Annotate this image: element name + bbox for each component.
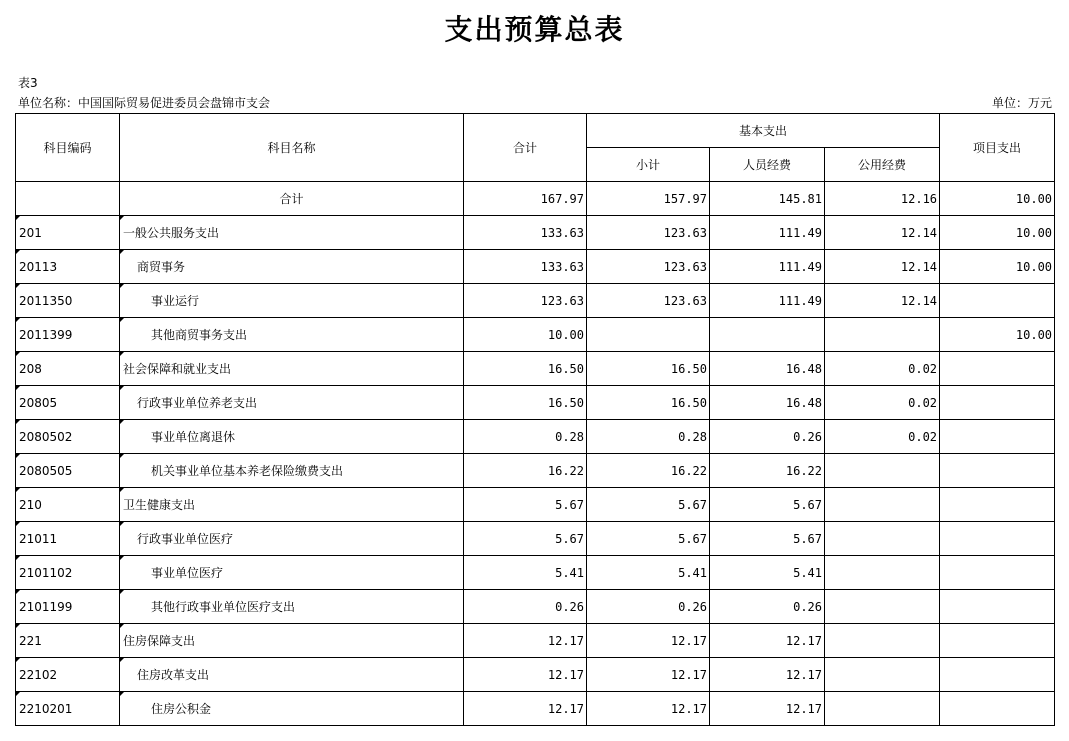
cell-total-text: 16.50 — [547, 361, 584, 376]
header-name: 科目名称 — [120, 114, 464, 182]
cell-corner-marker — [16, 556, 20, 560]
cell-public — [825, 352, 940, 386]
cell-name-text: 卫生健康支出 — [123, 498, 196, 512]
cell-code — [16, 216, 120, 250]
table-row — [16, 454, 1055, 488]
cell-code — [16, 386, 120, 420]
header-code: 科目编码 — [16, 114, 120, 182]
cell-name-text: 住房公积金 — [151, 702, 212, 716]
cell-project — [940, 556, 1055, 590]
cell-subtotal-text: 16.50 — [670, 361, 707, 376]
cell-corner-marker — [120, 692, 124, 696]
cell-corner-marker — [120, 352, 124, 356]
cell-subtotal-text: 5.67 — [678, 497, 707, 512]
cell-project — [940, 386, 1055, 420]
cell-subtotal-text: 5.67 — [678, 531, 707, 546]
budget-table — [15, 113, 1055, 726]
cell-name-text: 事业单位离退休 — [151, 430, 236, 444]
cell-corner-marker — [16, 522, 20, 526]
cell-total-text: 16.22 — [547, 463, 584, 478]
cell-name — [120, 318, 464, 352]
cell-personnel — [710, 454, 825, 488]
cell-personnel — [710, 556, 825, 590]
cell-name-text: 住房保障支出 — [123, 634, 196, 648]
cell-name-text: 社会保障和就业支出 — [123, 362, 232, 376]
cell-personnel — [710, 692, 825, 726]
cell-corner-marker — [16, 488, 20, 492]
header-subtotal: 小计 — [587, 148, 710, 182]
cell-name — [120, 692, 464, 726]
cell-personnel-text: 12.17 — [785, 633, 822, 648]
cell-corner-marker — [120, 318, 124, 322]
cell-total-text: 10.00 — [547, 327, 584, 342]
cell-code — [16, 624, 120, 658]
cell-subtotal-text: 16.22 — [670, 463, 707, 478]
cell-code — [16, 250, 120, 284]
cell-project — [940, 284, 1055, 318]
cell-subtotal — [587, 658, 710, 692]
cell-total — [464, 284, 587, 318]
cell-code-text: 210 — [19, 497, 42, 512]
cell-total — [464, 522, 587, 556]
table-row — [16, 488, 1055, 522]
cell-code-text: 2210201 — [19, 701, 73, 716]
page-title: 支出预算总表 — [444, 13, 625, 46]
cell-code — [16, 420, 120, 454]
cell-personnel — [710, 182, 825, 216]
cell-total-text: 0.26 — [555, 599, 584, 614]
cell-personnel-text: 145.81 — [778, 191, 822, 206]
table-row — [16, 420, 1055, 454]
cell-code — [16, 522, 120, 556]
table-row — [16, 692, 1055, 726]
cell-code — [16, 454, 120, 488]
cell-code — [16, 318, 120, 352]
cell-subtotal — [587, 624, 710, 658]
cell-name — [120, 250, 464, 284]
cell-public — [825, 284, 940, 318]
cell-code — [16, 692, 120, 726]
cell-personnel — [710, 488, 825, 522]
table-number: 表3 — [18, 76, 38, 90]
cell-total — [464, 216, 587, 250]
cell-name — [120, 624, 464, 658]
table-row — [16, 318, 1055, 352]
cell-project — [940, 590, 1055, 624]
cell-subtotal-text: 157.97 — [663, 191, 707, 206]
cell-project — [940, 420, 1055, 454]
cell-code — [16, 284, 120, 318]
cell-corner-marker — [16, 386, 20, 390]
cell-name — [120, 182, 464, 216]
cell-corner-marker — [120, 420, 124, 424]
cell-project — [940, 352, 1055, 386]
cell-subtotal — [587, 454, 710, 488]
cell-subtotal — [587, 284, 710, 318]
cell-project — [940, 216, 1055, 250]
cell-name-text: 其他行政事业单位医疗支出 — [151, 600, 296, 614]
cell-public — [825, 522, 940, 556]
cell-corner-marker — [120, 386, 124, 390]
cell-total — [464, 692, 587, 726]
cell-public — [825, 658, 940, 692]
cell-personnel — [710, 352, 825, 386]
cell-public-text: 0.02 — [908, 429, 938, 444]
cell-name-text: 其他商贸事务支出 — [151, 328, 248, 342]
cell-subtotal — [587, 352, 710, 386]
cell-personnel — [710, 216, 825, 250]
cell-public-text: 12.16 — [900, 191, 938, 206]
cell-code-text: 20805 — [19, 395, 58, 410]
cell-code-text: 21011 — [19, 531, 58, 546]
cell-corner-marker — [120, 284, 124, 288]
cell-total-text: 5.41 — [555, 565, 584, 580]
cell-name — [120, 488, 464, 522]
table-row — [16, 590, 1055, 624]
cell-project — [940, 522, 1055, 556]
cell-personnel-text: 0.26 — [793, 599, 822, 614]
cell-corner-marker — [16, 420, 20, 424]
cell-total — [464, 624, 587, 658]
cell-personnel-text: 5.67 — [793, 497, 822, 512]
cell-public — [825, 556, 940, 590]
cell-subtotal-text: 0.28 — [678, 429, 707, 444]
cell-subtotal-text: 12.17 — [670, 701, 707, 716]
cell-name — [120, 556, 464, 590]
cell-public-text: 0.02 — [908, 361, 938, 376]
cell-name — [120, 216, 464, 250]
cell-public-text: 12.14 — [900, 293, 938, 308]
cell-subtotal — [587, 250, 710, 284]
cell-corner-marker — [16, 624, 20, 628]
cell-personnel-text: 16.48 — [785, 361, 822, 376]
table-row — [16, 386, 1055, 420]
cell-name — [120, 522, 464, 556]
cell-personnel-text: 5.67 — [793, 531, 822, 546]
cell-public — [825, 488, 940, 522]
cell-personnel — [710, 522, 825, 556]
cell-public — [825, 454, 940, 488]
cell-public-text: 0.02 — [908, 395, 938, 410]
cell-public — [825, 318, 940, 352]
cell-personnel — [710, 250, 825, 284]
table-row — [16, 182, 1055, 216]
cell-name-text: 住房改革支出 — [137, 668, 210, 682]
cell-name-text: 事业单位医疗 — [151, 566, 224, 580]
cell-public — [825, 692, 940, 726]
cell-corner-marker — [16, 318, 20, 322]
cell-total-text: 133.63 — [540, 259, 584, 274]
cell-personnel-text: 16.22 — [785, 463, 822, 478]
cell-total — [464, 182, 587, 216]
cell-project-text: 10.00 — [1015, 327, 1053, 342]
cell-name-text: 机关事业单位基本养老保险缴费支出 — [151, 464, 344, 478]
cell-subtotal — [587, 216, 710, 250]
cell-total-text: 133.63 — [540, 225, 584, 240]
cell-corner-marker — [120, 658, 124, 662]
cell-name — [120, 284, 464, 318]
cell-code — [16, 590, 120, 624]
cell-project-text: 10.00 — [1015, 191, 1053, 206]
cell-personnel-text: 0.26 — [793, 429, 822, 444]
cell-total-text: 12.17 — [547, 633, 584, 648]
table-row — [16, 216, 1055, 250]
cell-project-text: 10.00 — [1015, 225, 1053, 240]
cell-subtotal-text: 12.17 — [670, 633, 707, 648]
cell-personnel — [710, 284, 825, 318]
cell-personnel — [710, 318, 825, 352]
header-public: 公用经费 — [825, 148, 940, 182]
cell-name-text: 商贸事务 — [137, 260, 186, 274]
cell-corner-marker — [16, 454, 20, 458]
table-body — [16, 182, 1055, 726]
cell-total-text: 12.17 — [547, 667, 584, 682]
cell-code-text: 208 — [19, 361, 42, 376]
cell-total — [464, 488, 587, 522]
cell-subtotal — [587, 386, 710, 420]
cell-code — [16, 658, 120, 692]
cell-subtotal — [587, 488, 710, 522]
cell-total-text: 16.50 — [547, 395, 584, 410]
cell-corner-marker — [120, 522, 124, 526]
cell-total-text: 5.67 — [555, 531, 584, 546]
cell-subtotal — [587, 590, 710, 624]
cell-subtotal-text: 0.26 — [678, 599, 707, 614]
cell-personnel — [710, 590, 825, 624]
cell-name-text: 行政事业单位养老支出 — [137, 396, 258, 410]
cell-code — [16, 488, 120, 522]
header-personnel: 人员经费 — [710, 148, 825, 182]
cell-personnel — [710, 624, 825, 658]
cell-total — [464, 658, 587, 692]
cell-total-text: 123.63 — [540, 293, 584, 308]
cell-subtotal — [587, 522, 710, 556]
cell-total — [464, 454, 587, 488]
cell-corner-marker — [120, 216, 124, 220]
cell-corner-marker — [120, 488, 124, 492]
cell-subtotal — [587, 692, 710, 726]
cell-total — [464, 318, 587, 352]
cell-total — [464, 420, 587, 454]
cell-total — [464, 556, 587, 590]
cell-code-text: 2101102 — [19, 565, 73, 580]
cell-name — [120, 658, 464, 692]
cell-name-text: 行政事业单位医疗 — [137, 532, 234, 546]
cell-subtotal-text: 123.63 — [663, 259, 707, 274]
cell-public — [825, 420, 940, 454]
cell-personnel-text: 5.41 — [793, 565, 822, 580]
table-row — [16, 658, 1055, 692]
cell-corner-marker — [120, 454, 124, 458]
table-row — [16, 624, 1055, 658]
cell-corner-marker — [16, 692, 20, 696]
cell-project — [940, 318, 1055, 352]
cell-name — [120, 590, 464, 624]
cell-code — [16, 556, 120, 590]
header-basic: 基本支出 — [587, 114, 940, 148]
cell-code — [16, 182, 120, 216]
cell-personnel-text: 12.17 — [785, 667, 822, 682]
cell-name-text: 合计 — [279, 192, 304, 206]
cell-personnel — [710, 386, 825, 420]
cell-project — [940, 658, 1055, 692]
cell-total-text: 0.28 — [555, 429, 584, 444]
cell-code-text: 2011350 — [19, 293, 73, 308]
cell-code-text: 2080502 — [19, 429, 73, 444]
cell-code-text: 2011399 — [19, 327, 73, 342]
cell-corner-marker — [120, 624, 124, 628]
cell-corner-marker — [16, 590, 20, 594]
cell-public — [825, 590, 940, 624]
cell-project — [940, 250, 1055, 284]
cell-name-text: 事业运行 — [151, 294, 200, 308]
cell-public — [825, 250, 940, 284]
cell-personnel-text: 12.17 — [785, 701, 822, 716]
cell-name — [120, 454, 464, 488]
cell-name — [120, 386, 464, 420]
cell-total-text: 12.17 — [547, 701, 584, 716]
cell-corner-marker — [16, 658, 20, 662]
cell-code-text: 221 — [19, 633, 42, 648]
table-row — [16, 284, 1055, 318]
cell-personnel-text: 111.49 — [778, 225, 822, 240]
cell-subtotal-text: 16.50 — [670, 395, 707, 410]
cell-project — [940, 488, 1055, 522]
cell-subtotal — [587, 318, 710, 352]
header-total: 合计 — [464, 114, 587, 182]
cell-total-text: 167.97 — [540, 191, 584, 206]
table-row — [16, 250, 1055, 284]
cell-project-text: 10.00 — [1015, 259, 1053, 274]
cell-name — [120, 352, 464, 386]
cell-subtotal — [587, 182, 710, 216]
header-project: 项目支出 — [940, 114, 1055, 182]
cell-public — [825, 624, 940, 658]
table-row — [16, 556, 1055, 590]
cell-personnel-text: 111.49 — [778, 293, 822, 308]
cell-total — [464, 386, 587, 420]
cell-personnel — [710, 420, 825, 454]
cell-code-text: 22102 — [19, 667, 58, 682]
cell-corner-marker — [16, 216, 20, 220]
cell-corner-marker — [120, 250, 124, 254]
cell-total — [464, 250, 587, 284]
cell-personnel-text: 16.48 — [785, 395, 822, 410]
cell-name-text: 一般公共服务支出 — [123, 226, 220, 240]
table-row — [16, 352, 1055, 386]
cell-subtotal-text: 123.63 — [663, 293, 707, 308]
cell-subtotal — [587, 556, 710, 590]
cell-total — [464, 590, 587, 624]
cell-corner-marker — [16, 352, 20, 356]
cell-code-text: 2080505 — [19, 463, 73, 478]
cell-project — [940, 182, 1055, 216]
cell-project — [940, 624, 1055, 658]
cell-code-text: 2101199 — [19, 599, 73, 614]
cell-public — [825, 386, 940, 420]
table-row — [16, 522, 1055, 556]
cell-public — [825, 182, 940, 216]
cell-public — [825, 216, 940, 250]
cell-subtotal-text: 123.63 — [663, 225, 707, 240]
unit-name: 单位名称：中国国际贸易促进委员会盘锦市支会 — [18, 96, 271, 110]
cell-corner-marker — [120, 590, 124, 594]
cell-total — [464, 352, 587, 386]
cell-corner-marker — [16, 250, 20, 254]
cell-personnel-text: 111.49 — [778, 259, 822, 274]
cell-subtotal-text: 5.41 — [678, 565, 707, 580]
cell-name — [120, 420, 464, 454]
cell-corner-marker — [16, 284, 20, 288]
unit-label: 单位：万元 — [991, 96, 1052, 110]
cell-personnel — [710, 658, 825, 692]
cell-subtotal — [587, 420, 710, 454]
cell-code-text: 201 — [19, 225, 42, 240]
cell-public-text: 12.14 — [900, 259, 938, 274]
cell-project — [940, 454, 1055, 488]
cell-subtotal-text: 12.17 — [670, 667, 707, 682]
cell-corner-marker — [120, 556, 124, 560]
cell-public-text: 12.14 — [900, 225, 938, 240]
cell-project — [940, 692, 1055, 726]
cell-code-text: 20113 — [19, 259, 58, 274]
cell-code — [16, 352, 120, 386]
cell-total-text: 5.67 — [555, 497, 584, 512]
